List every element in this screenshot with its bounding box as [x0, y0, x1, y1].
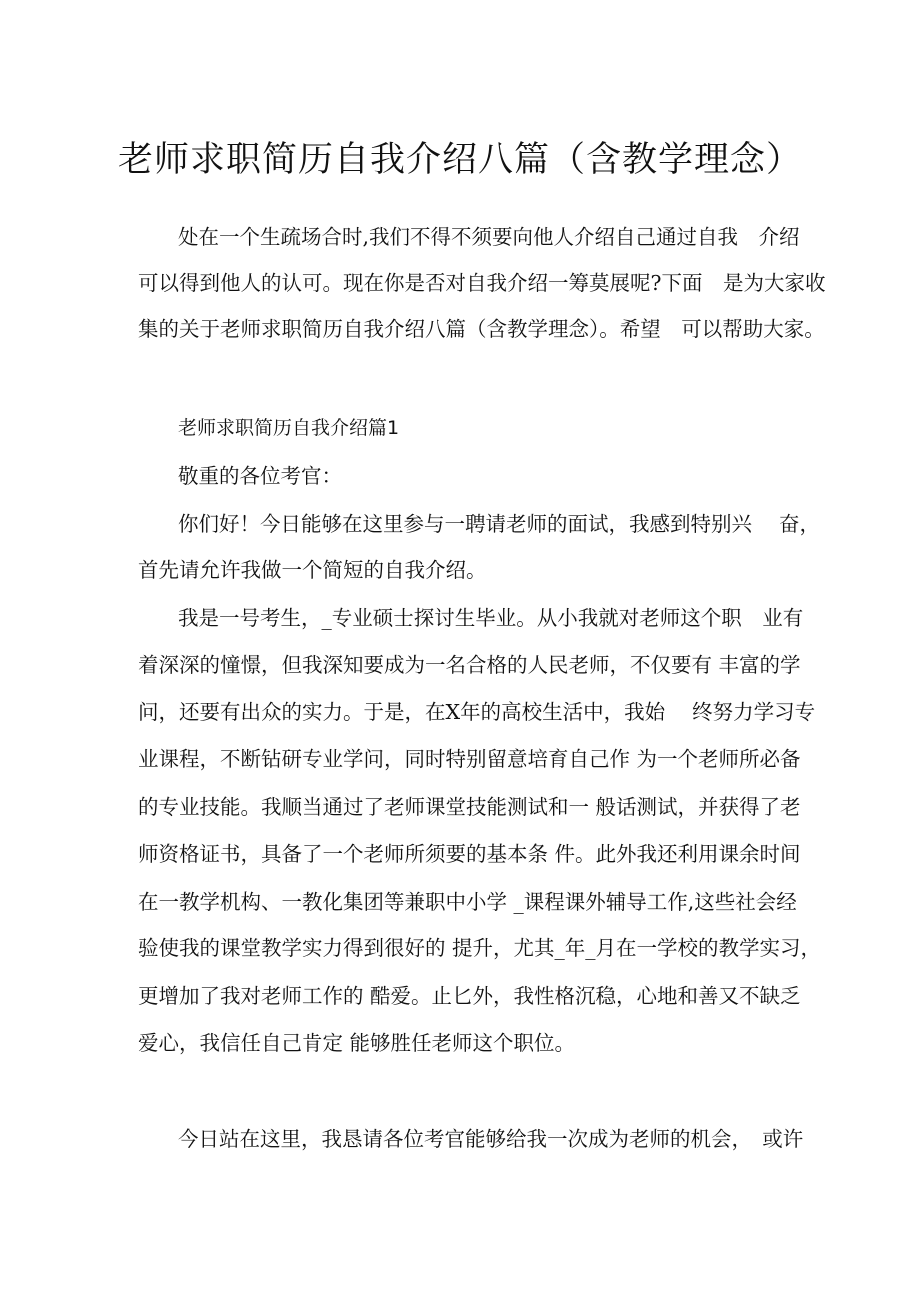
- para2-line-4: 业课程，不断钻研专业学问，同时特别留意培育自己作 为一个老师所必备: [138, 747, 801, 771]
- para1-line-2: 首先请允许我做一个简短的自我介绍。: [138, 558, 487, 582]
- intro-line-3: 集的关于老师求职简历自我介绍八篇（含教学理念）。希望 可以帮助大家。: [138, 317, 825, 341]
- para2-line-3: 问，还要有出众的实力。于是，在X年的高校生活中，我始 终努力学习专: [138, 700, 816, 724]
- document-title: 老师求职简历自我介绍八篇（含教学理念）: [117, 140, 802, 180]
- para2-line-9: 更增加了我对老师工作的 酷爱。止匕外，我性格沉稳，心地和善又不缺乏: [138, 984, 801, 1008]
- para2-line-1: 我是一号考生，_专业硕士探讨生毕业。从小我就对老师这个职 业有: [178, 606, 804, 630]
- section-heading: 老师求职简历自我介绍篇1: [178, 417, 400, 439]
- intro-line-1: 处在一个生疏场合时,我们不得不须要向他人介绍自己通过自我 介绍: [178, 225, 800, 249]
- para2-line-5: 的专业技能。我顺当通过了老师课堂技能测试和一 般话测试，并获得了老: [138, 795, 801, 819]
- salutation: 敬重的各位考官：: [178, 464, 342, 488]
- para2-line-7: 在一教学机构、一教化集团等兼职中小学 _课程课外辅导工作,这些社会经: [138, 890, 797, 914]
- para2-line-6: 师资格证书，具备了一个老师所须要的基本条 件。此外我还利用课余时间: [138, 842, 801, 866]
- intro-line-2: 可以得到他人的认可。现在你是否对自我介绍一筹莫展呢?下面 是为大家收: [138, 271, 826, 295]
- para2-line-10: 爱心，我信任自己肯定 能够胜任老师这个职位。: [138, 1031, 576, 1055]
- para3-line-1: 今日站在这里，我恳请各位考官能够给我一次成为老师的机会， 或许: [178, 1127, 804, 1151]
- para1-line-1: 你们好！今日能够在这里参与一聘请老师的面试，我感到特别兴 奋，: [178, 512, 821, 536]
- para2-line-2: 着深深的憧憬，但我深知要成为一名合格的人民老师，不仅要有 丰富的学: [138, 653, 801, 677]
- para2-line-8: 验使我的课堂教学实力得到很好的 提升，尤其_年_月在一学校的教学实习，: [138, 936, 822, 960]
